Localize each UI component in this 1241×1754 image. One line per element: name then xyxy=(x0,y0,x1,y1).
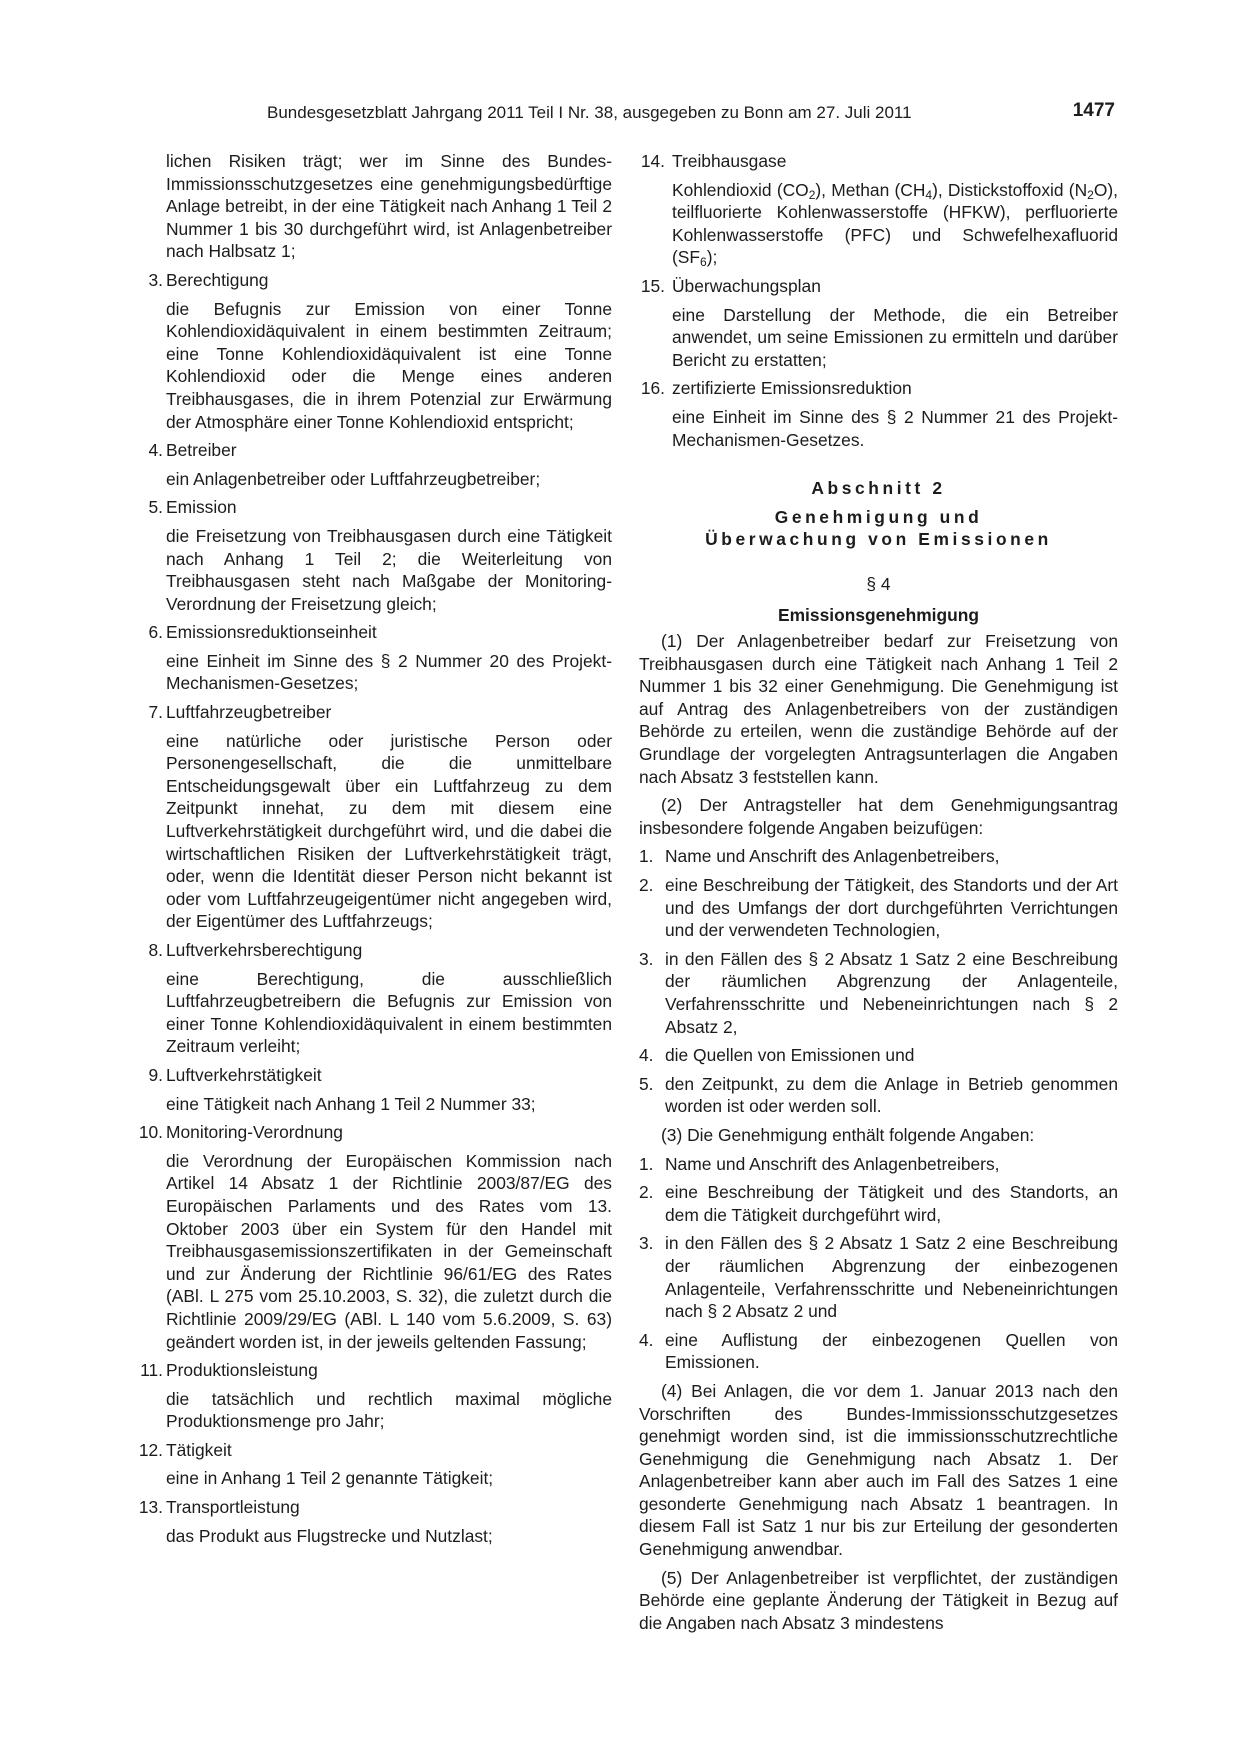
left-column xyxy=(134,150,612,1547)
list-item: 2. eine Beschreibung der Tätigkeit und des Standorts, an dem die Tätigkeit durchgeführt wird, xyxy=(639,1182,1118,1225)
definition-text: eine Tätigkeit nach Anhang 1 Teil 2 Nummer 33; xyxy=(166,1093,536,1114)
definition-term: Monitoring-Verordnung xyxy=(166,1122,343,1143)
page-number: 1477 xyxy=(1072,100,1115,121)
definition-item xyxy=(134,1064,612,1115)
definition-number: 12. xyxy=(138,1439,163,1460)
list-item: 3. in den Fällen des § 2 Absatz 1 Satz 2 eine Beschreibung der räumlichen Abgrenzung der einbezogenen Anlagenteile, Verfahrensschritte und Nebeneinrichtungen nach § 2 Absatz 2 und xyxy=(639,1233,1118,1322)
definition-item xyxy=(134,939,612,1058)
header-title: Bundesgesetzblatt Jahrgang 2011 Teil I Nr. 38, ausgegeben zu Bonn am 27. Juli 2011 xyxy=(267,103,912,122)
definition-term: zertifizierte Emissionsreduktion xyxy=(672,378,912,399)
list-item: 1. Name und Anschrift des Anlagenbetreibers, xyxy=(639,1153,1000,1174)
definition-text: eine Einheit im Sinne des § 2 Nummer 20 des Projekt-Mechanismen-Gesetzes; xyxy=(166,650,612,694)
definition-item xyxy=(134,496,612,615)
definition-number: 10. xyxy=(138,1122,163,1143)
definition-item xyxy=(134,1121,612,1353)
definition-item xyxy=(134,621,612,695)
definition-term: Luftverkehrstätigkeit xyxy=(166,1064,322,1085)
definition-text: die Befugnis zur Emission von einer Tonne Kohlendioxidäquivalent in einem bestimmten Zeitraum; eine Tonne Kohlendioxidäquivalent ist eine Tonne Kohlendioxid oder die Menge eines anderen Treibhausgases, die in ihrem Potenzial zur Erwärmung der Atmosphäre einer Tonne Kohlendioxid entspricht; xyxy=(166,298,612,432)
definition-term: Überwachungsplan xyxy=(672,275,821,296)
paragraph-title: Emissionsgenehmigung xyxy=(778,604,979,625)
definition-number: 15. xyxy=(640,275,665,296)
list-item: 5. den Zeitpunkt, zu dem die Anlage in Betrieb genommen worden ist oder werden soll. xyxy=(639,1073,1118,1117)
definition-item xyxy=(134,1359,612,1433)
definition-item xyxy=(639,275,1118,371)
definition-number: 4. xyxy=(148,440,163,461)
definition-term: Betreiber xyxy=(166,440,237,461)
definition-number: 11. xyxy=(140,1360,163,1381)
definition-term: Emission xyxy=(166,497,237,518)
definition-term: Emissionsreduktionseinheit xyxy=(166,622,377,643)
definition-item xyxy=(639,150,1118,269)
right-column xyxy=(639,150,1118,1634)
list-item: 4. eine Auflistung der einbezogenen Quellen von Emissionen. xyxy=(639,1329,1118,1373)
definition-number: 14. xyxy=(640,151,665,171)
definition-number: 13. xyxy=(138,1497,163,1518)
list-item: 4. die Quellen von Emissionen und xyxy=(639,1045,915,1066)
paragraph-sign: § 4 xyxy=(866,573,891,594)
definition-text: eine natürliche oder juristische Person oder Personengesellschaft, die die unmittelbare Entscheidungsgewalt über ein Luftfahrzeug zu dem Zeitpunkt innehat, zu dem mit diesem eine Luftverkehrstätigkeit durchgeführt wird, und die dabei die wirtschaftlichen Risiken der Luftverkehrstätigkeit trägt, oder, wenn die Identität dieser Person nicht bekannt ist oder vom Luftfahrzeugeigentümer nicht angegeben wird, der Eigentümer des Luftfahrzeugs; xyxy=(166,730,612,932)
section-title: Genehmigung und xyxy=(774,506,983,527)
definition-text: die Freisetzung von Treibhausgasen durch eine Tätigkeit nach Anhang 1 Teil 2; die Weiterleitung von Treibhausgasen steht nach Maßgabe der Monitoring-Verordnung der Freisetzung gleich; xyxy=(166,525,612,614)
definition-number: 7. xyxy=(148,702,163,723)
absatz-2: (2) Der Antragsteller hat dem Genehmigungsantrag insbesondere folgende Angaben beizufügen: xyxy=(639,795,1118,838)
definition-item xyxy=(134,1496,612,1547)
definition-item xyxy=(639,377,1118,451)
definition-number: 6. xyxy=(148,622,163,643)
definition-term: Luftfahrzeugbetreiber xyxy=(166,702,332,723)
definition-number: 3. xyxy=(148,269,163,290)
list-item: 2. eine Beschreibung der Tätigkeit, des Standorts und der Art und des Umfangs der dort durchgeführten Verrichtungen und der verwendeten Technologien, xyxy=(639,875,1118,941)
list-item: 3. in den Fällen des § 2 Absatz 1 Satz 2 eine Beschreibung der räumlichen Abgrenzung der Anlagenteile, Verfahrensschritte und Nebeneinrichtungen nach § 2 Absatz 2, xyxy=(639,948,1118,1037)
definition-number: 8. xyxy=(148,940,163,960)
definition-text: das Produkt aus Flugstrecke und Nutzlast; xyxy=(166,1525,493,1546)
definition-text: die tatsächlich und rechtlich maximal mögliche Produktionsmenge pro Jahr; xyxy=(166,1388,612,1432)
definition-text: Kohlendioxid $(CO_2)$, Methan $(CH_4)$, Distickstoffoxid $(N_2O)$, teilfluorierte Kohlenwasserstoffe (HFKW), perfluorierte Kohlenwasserstoffe (PFC) und Schwefelhexafluorid $(SF_6)$; xyxy=(672,179,1119,270)
definition-text: die Verordnung der Europäischen Kommission nach Artikel 14 Absatz 1 der Richtlinie 2003/87/EG des Europäischen Parlaments und des Rates vom 13. Oktober 2003 über ein System für den Handel mit Treibhausgasemissionszertifikaten in der Gemeinschaft und zur Änderung der Richtlinie 96/61/EG des Rates (ABl. L 275 vom 25.10.2003, S. 32), die zuletzt durch die Richtlinie 2009/29/EG (ABl. L 140 vom 5.6.2009, S. 63) geändert worden ist, in der jeweils geltenden Fassung; xyxy=(166,1150,612,1352)
definition-text: eine in Anhang 1 Teil 2 genannte Tätigkeit; xyxy=(166,1468,494,1489)
definition-item xyxy=(134,439,612,490)
definition-term: Tätigkeit xyxy=(166,1439,232,1460)
page-header xyxy=(267,102,1115,126)
definition-text: eine Berechtigung, die ausschließlich Luftfahrzeugbetreibern die Befugnis zur Emission von einer Tonne Kohlendioxidäquivalent in einem bestimmten Zeitraum verleiht; xyxy=(166,968,612,1057)
absatz-5: (5) Der Anlagenbetreiber ist verpflichtet, der zuständigen Behörde eine geplante Änderung der Tätigkeit in Bezug auf die Angaben nach Absatz 3 mindestens xyxy=(639,1567,1118,1633)
definition-text: eine Einheit im Sinne des § 2 Nummer 21 des Projekt-Mechanismen-Gesetzes. xyxy=(672,406,1118,450)
definition-number: 5. xyxy=(148,497,163,518)
definition-item xyxy=(134,269,612,433)
section-label: Abschnitt 2 xyxy=(811,478,946,499)
definition-number: 9. xyxy=(148,1064,163,1085)
absatz-4: (4) Bei Anlagen, die vor dem 1. Januar 2013 nach den Vorschriften des Bundes-Immissionsschutzgesetzes genehmigt worden sind, ist die immissionsschutzrechtliche Genehmigung die Genehmigung nach Absatz 1. Der Anlagenbetreiber kann aber auch im Fall des Satzes 1 eine gesonderte Genehmigung nach Absatz 1 beantragen. In diesem Fall ist Satz 1 nur bis zur Erteilung der gesonderten Genehmigung anwendbar. xyxy=(639,1380,1118,1560)
definition-term: Transportleistung xyxy=(166,1497,300,1518)
absatz-1: (1) Der Anlagenbetreiber bedarf zur Freisetzung von Treibhausgasen durch eine Tätigkeit nach Anhang 1 Teil 2 Nummer 1 bis 32 einer Genehmigung. Die Genehmigung ist auf Antrag des Anlagenbetreibers von der zuständigen Behörde zu erteilen, wenn die zuständige Behörde auf der Grundlage der vorgelegten Antragsunterlagen die Angaben nach Absatz 3 feststellen kann. xyxy=(639,631,1118,787)
definition-term: Produktionsleistung xyxy=(166,1360,318,1381)
definition-number: 16. xyxy=(640,378,665,399)
section-title-continued: Überwachung von Emissionen xyxy=(705,529,1052,550)
definition-term: Berechtigung xyxy=(166,269,269,290)
list-item: 1. Name und Anschrift des Anlagenbetreibers, xyxy=(639,846,1000,867)
definition-item xyxy=(134,701,612,933)
definition-term: Luftverkehrsberechtigung xyxy=(166,940,363,960)
definition-item xyxy=(134,1439,612,1490)
absatz-3: (3) Die Genehmigung enthält folgende Angaben: xyxy=(661,1124,1035,1145)
definition-term: Treibhausgase xyxy=(672,151,787,171)
definition-text: ein Anlagenbetreiber oder Luftfahrzeugbetreiber; xyxy=(166,468,541,489)
continuation-paragraph: lichen Risiken trägt; wer im Sinne des Bundes-Immissionsschutzgesetzes eine genehmigungsbedürftige Anlage betreibt, in der eine Tätigkeit nach Anhang 1 Teil 2 Nummer 1 bis 30 durchgeführt wird, ist Anlagenbetreiber nach Halbsatz 1; xyxy=(166,151,612,262)
definition-text: eine Darstellung der Methode, die ein Betreiber anwendet, um seine Emissionen zu ermitteln und darüber Bericht zu erstatten; xyxy=(672,304,1118,370)
